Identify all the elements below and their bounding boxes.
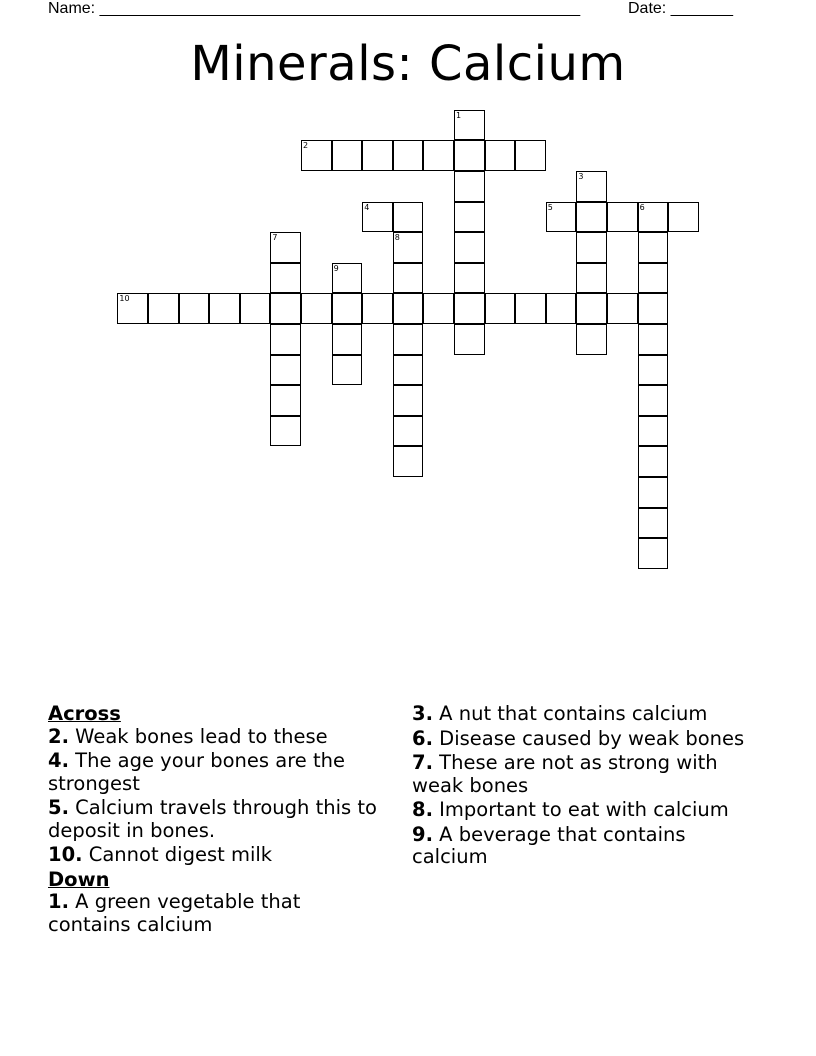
grid-cell[interactable]	[393, 140, 424, 171]
grid-cell[interactable]	[454, 263, 485, 294]
clue-number-label: 2	[303, 141, 309, 151]
grid-cell[interactable]	[393, 324, 424, 355]
grid-cell[interactable]	[638, 232, 669, 263]
grid-cell[interactable]	[638, 385, 669, 416]
grid-cell[interactable]	[638, 446, 669, 477]
grid-cell[interactable]	[270, 232, 301, 263]
clues-left-column	[48, 703, 383, 938]
grid-cell[interactable]	[332, 293, 363, 324]
grid-cell[interactable]	[301, 293, 332, 324]
clue-down-9: 9. A beverage that contains calcium	[412, 822, 686, 868]
clue-down-8: 8. Important to eat with calcium	[412, 798, 729, 821]
grid-cell[interactable]	[393, 263, 424, 294]
page-title: Minerals: Calcium	[190, 36, 626, 92]
clue-across-4: 4. The age your bones are the strongest	[48, 749, 345, 795]
grid-cell[interactable]	[332, 324, 363, 355]
grid-cell[interactable]	[117, 293, 148, 324]
grid-cell[interactable]	[393, 293, 424, 324]
clue-down-7: 7. These are not as strong with weak bones	[412, 751, 718, 797]
grid-cell[interactable]	[485, 293, 516, 324]
grid-cell[interactable]	[332, 355, 363, 386]
grid-cell[interactable]	[332, 263, 363, 294]
grid-cell[interactable]	[209, 293, 240, 324]
clue-across-5: 5. Calcium travels through this to deposit in bones.	[48, 796, 377, 842]
clue-number-label: 7	[272, 233, 278, 243]
date-field: Date: _______	[628, 0, 733, 17]
grid-cell[interactable]	[332, 140, 363, 171]
grid-cell[interactable]	[454, 202, 485, 233]
grid-cell[interactable]	[638, 324, 669, 355]
grid-cell[interactable]	[179, 293, 210, 324]
grid-cell[interactable]	[454, 110, 485, 141]
grid-cell[interactable]	[454, 171, 485, 202]
grid-cell[interactable]	[270, 324, 301, 355]
clue-number-label: 6	[639, 202, 645, 212]
grid-cell[interactable]	[454, 324, 485, 355]
clue-down-1: 1. A green vegetable that contains calcium	[48, 890, 301, 936]
grid-cell[interactable]	[638, 355, 669, 386]
grid-cell[interactable]	[362, 202, 393, 233]
down-heading: Down	[48, 867, 110, 891]
grid-cell[interactable]	[607, 202, 638, 233]
grid-cell[interactable]	[607, 293, 638, 324]
grid-cell[interactable]	[148, 293, 179, 324]
clue-number-label: 5	[547, 202, 553, 212]
clue-across-10: 10. Cannot digest milk	[48, 843, 273, 866]
grid-cell[interactable]	[393, 385, 424, 416]
grid-cell[interactable]	[638, 416, 669, 447]
grid-cell[interactable]	[576, 293, 607, 324]
grid-cell[interactable]	[270, 385, 301, 416]
grid-cell[interactable]	[638, 508, 669, 539]
grid-cell[interactable]	[423, 140, 454, 171]
grid-cell[interactable]	[546, 293, 577, 324]
grid-cell[interactable]	[485, 140, 516, 171]
grid-cell[interactable]	[393, 416, 424, 447]
grid-cell[interactable]	[668, 202, 699, 233]
grid-cell[interactable]	[454, 293, 485, 324]
grid-cell[interactable]	[576, 171, 607, 202]
grid-cell[interactable]	[423, 293, 454, 324]
clue-number-label: 8	[394, 233, 400, 243]
clue-number-label: 4	[364, 202, 370, 212]
name-field: Name: ______________________________________________________	[48, 0, 581, 17]
grid-cell[interactable]	[576, 324, 607, 355]
grid-cell[interactable]	[576, 202, 607, 233]
grid-cell[interactable]	[638, 477, 669, 508]
clue-down-3: 3. A nut that contains calcium	[412, 702, 708, 725]
grid-cell[interactable]	[240, 293, 271, 324]
clue-number-label: 3	[578, 172, 584, 181]
grid-cell[interactable]	[270, 355, 301, 386]
grid-cell[interactable]	[393, 355, 424, 386]
clue-number-label: 9	[333, 263, 339, 273]
grid-cell[interactable]	[270, 293, 301, 324]
grid-cell[interactable]	[576, 232, 607, 263]
grid-cell[interactable]	[515, 293, 546, 324]
clue-number-label: 1	[456, 110, 462, 120]
grid-cell[interactable]	[515, 140, 546, 171]
grid-cell[interactable]	[454, 232, 485, 263]
grid-cell[interactable]	[454, 140, 485, 171]
across-heading: Across	[48, 702, 121, 725]
grid-cell[interactable]	[393, 202, 424, 233]
clues-right-column	[412, 703, 762, 871]
grid-cell[interactable]	[638, 202, 669, 233]
grid-cell[interactable]	[270, 416, 301, 447]
grid-cell[interactable]	[638, 263, 669, 294]
clue-number-label: 10	[119, 294, 130, 304]
grid-cell[interactable]	[638, 293, 669, 324]
grid-cell[interactable]	[393, 232, 424, 263]
clue-down-6: 6. Disease caused by weak bones	[412, 726, 745, 750]
grid-cell[interactable]	[393, 446, 424, 477]
grid-cell[interactable]	[362, 293, 393, 324]
grid-cell[interactable]	[270, 263, 301, 294]
grid-cell[interactable]	[362, 140, 393, 171]
grid-cell[interactable]	[546, 202, 577, 233]
grid-cell[interactable]	[638, 538, 669, 569]
grid-cell[interactable]	[301, 140, 332, 171]
clue-across-2: 2. Weak bones lead to these	[48, 724, 328, 748]
grid-cell[interactable]	[576, 263, 607, 294]
